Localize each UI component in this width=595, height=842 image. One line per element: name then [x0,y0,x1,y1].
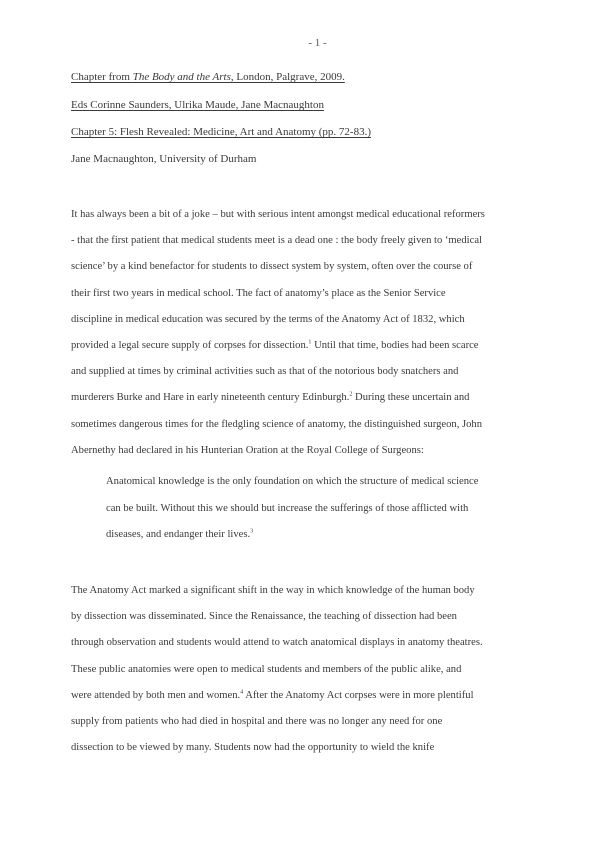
page-number: - 1 - [308,37,327,49]
para2-line: The Anatomy Act marked a significant shift in the way in which knowledge of the human body [71,585,475,596]
book-title: The Body and the Arts [132,71,231,83]
para1-line: and supplied at times by criminal activities such as that of the notorious body snatchers and [71,366,459,378]
chapter-source-line [71,71,345,83]
quote-text: diseases, and endanger their lives. [106,529,251,540]
footnote-ref-4[interactable]: 4 [240,689,244,696]
para2-line: through observation and students would attend to watch anatomical displays in anatomy theatres. [71,637,483,649]
para2-line [71,683,531,709]
para2-line: by dissection was disseminated. Since the Renaissance, the teaching of dissection had been [71,611,457,623]
quote-line: can be built. Without this we should but increase the sufferings of those afflicted with [106,502,469,514]
para1-line [71,385,531,411]
para2-text: were attended by both men and women. [71,689,241,701]
para1-line: discipline in medical education was secured by the terms of the Anatomy Act of 1832, which [71,313,465,325]
para1-text: provided a legal secure supply of corpses for dissection. [71,340,309,352]
paragraph-2 [71,578,531,761]
para2-line: supply from patients who had died in hospital and there was no longer any need for one [71,716,443,728]
footnote-ref-1[interactable]: 1 [308,339,312,346]
quote-line: Anatomical knowledge is the only foundation on which the structure of medical science [106,476,479,487]
chapter-title-line: Chapter 5: Flesh Revealed: Medicine, Art and Anatomy (pp. 72-83.) [71,126,371,138]
paragraph-1 [71,202,531,464]
para1-line: sometimes dangerous times for the fledgling science of anatomy, the distinguished surgeon, John [71,418,483,430]
para1-text: During these uncertain and [352,392,470,404]
quote-line [106,522,516,549]
para2-text: After the Anatomy Act corpses were in more plentiful [243,689,474,701]
block-quote [106,469,516,549]
para1-line: It has always been a bit of a joke – but with serious intent amongst medical educational reformers [71,209,485,220]
para1-line: Abernethy had declared in his Hunterian Oration at the Royal College of Surgeons: [71,444,424,456]
editors-line: Eds Corinne Saunders, Ulrika Maude, Jane Macnaughton [71,99,324,111]
para2-line: dissection to be viewed by many. Students now had the opportunity to wield the knife [71,742,435,754]
footnote-ref-3[interactable]: 3 [250,528,254,535]
para1-line: their first two years in medical school. The fact of anatomy’s place as the Senior Service [71,287,446,299]
para1-text: Until that time, bodies had been scarce [311,340,479,352]
para1-line: science’ by a kind benefactor for students to dissect system by system, often over the course of [71,261,473,273]
author-line: Jane Macnaughton, University of Durham [71,153,257,165]
chapter-from-suffix: , London, Palgrave, 2009. [230,71,345,83]
para2-line: These public anatomies were open to medical students and members of the public alike, and [71,663,462,675]
para1-line [71,333,531,359]
footnote-ref-2[interactable]: 2 [349,391,353,398]
para1-text: murderers Burke and Hare in early nineteenth century Edinburgh. [71,392,350,404]
para1-line: - that the first patient that medical students meet is a dead one : the body freely given to ‘medical [71,235,482,247]
chapter-from-prefix: Chapter from [71,71,133,83]
